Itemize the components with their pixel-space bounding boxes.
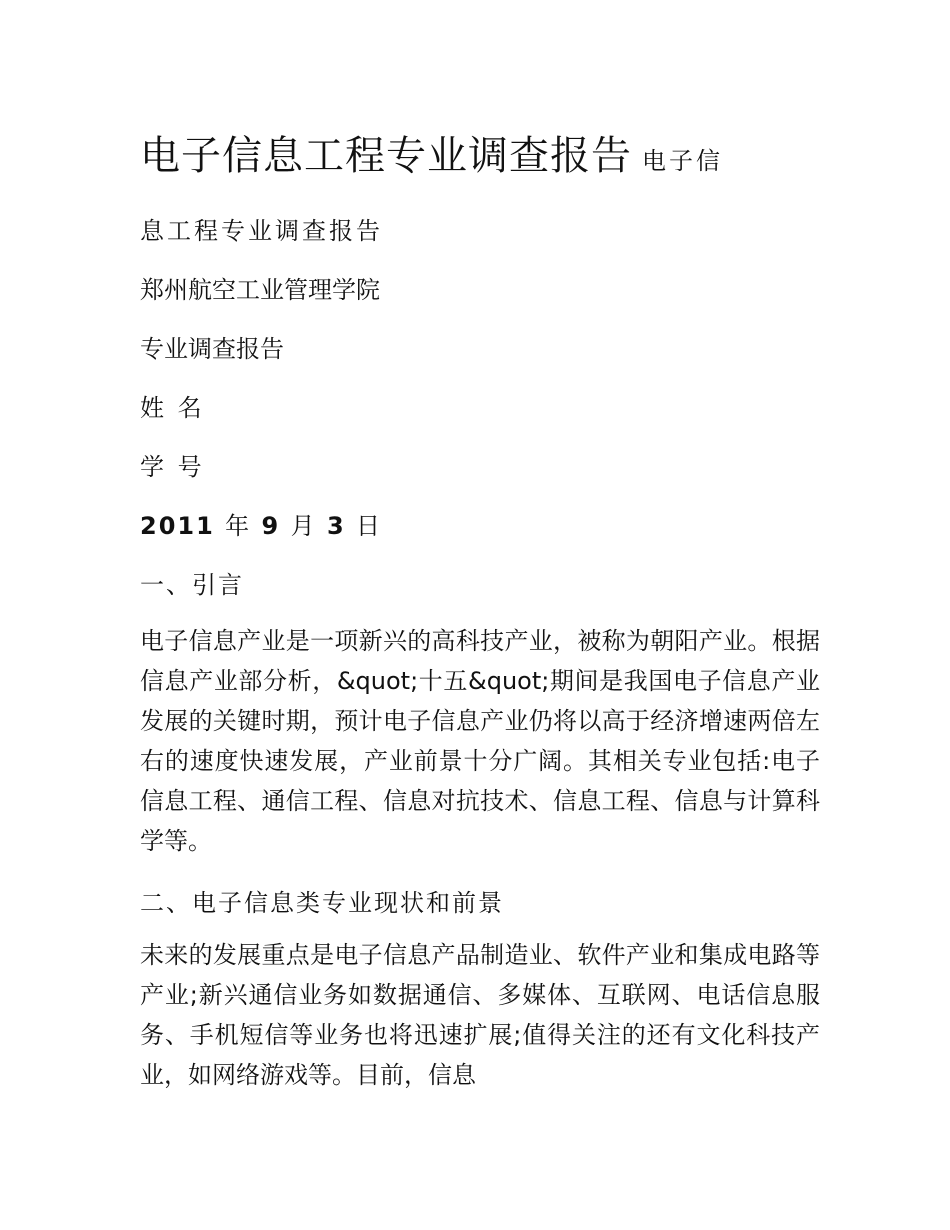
date-month-unit: 月 xyxy=(290,512,317,540)
report-date xyxy=(140,509,820,543)
introduction-paragraph: 电子信息产业是一项新兴的高科技产业，被称为朝阳产业。根据信息产业部分析，&quot;十五&quot;期间是我国电子信息产业发展的关键时期，预计电子信息产业仍将以高于经济增速两倍左右的速度快速发展，产业前景十分广阔。其相关专业包括:电子信息工程、通信工程、信息对抗技术、信息工程、信息与计算科学等。 xyxy=(140,627,820,855)
date-year: 2011 xyxy=(140,512,215,540)
date-year-unit: 年 xyxy=(225,512,252,540)
student-id-label: 学 号 xyxy=(140,453,202,481)
document-title xyxy=(140,128,820,184)
institution-name: 郑州航空工业管理学院 xyxy=(140,276,380,304)
section-heading-introduction: 一、引言 xyxy=(140,571,244,599)
report-type: 专业调查报告 xyxy=(140,335,284,363)
date-month: 9 xyxy=(261,512,281,540)
section-heading-status-prospects: 二、电子信息类专业现状和前景 xyxy=(140,889,504,917)
title-continued: 息工程专业调查报告 xyxy=(140,217,383,245)
title-main: 电子信息工程专业调查报告 xyxy=(140,133,632,179)
name-label: 姓 名 xyxy=(140,394,202,422)
date-day-unit: 日 xyxy=(356,512,382,540)
document-body xyxy=(140,128,820,1095)
title-tail: 电子信 xyxy=(642,147,723,175)
date-day: 3 xyxy=(326,512,346,540)
status-prospects-paragraph: 未来的发展重点是电子信息产品制造业、软件产业和集成电路等产业;新兴通信业务如数据通信、多媒体、互联网、电话信息服务、手机短信等业务也将迅速扩展;值得关注的还有文化科技产业，如网络游戏等。目前，信息 xyxy=(140,941,820,1089)
